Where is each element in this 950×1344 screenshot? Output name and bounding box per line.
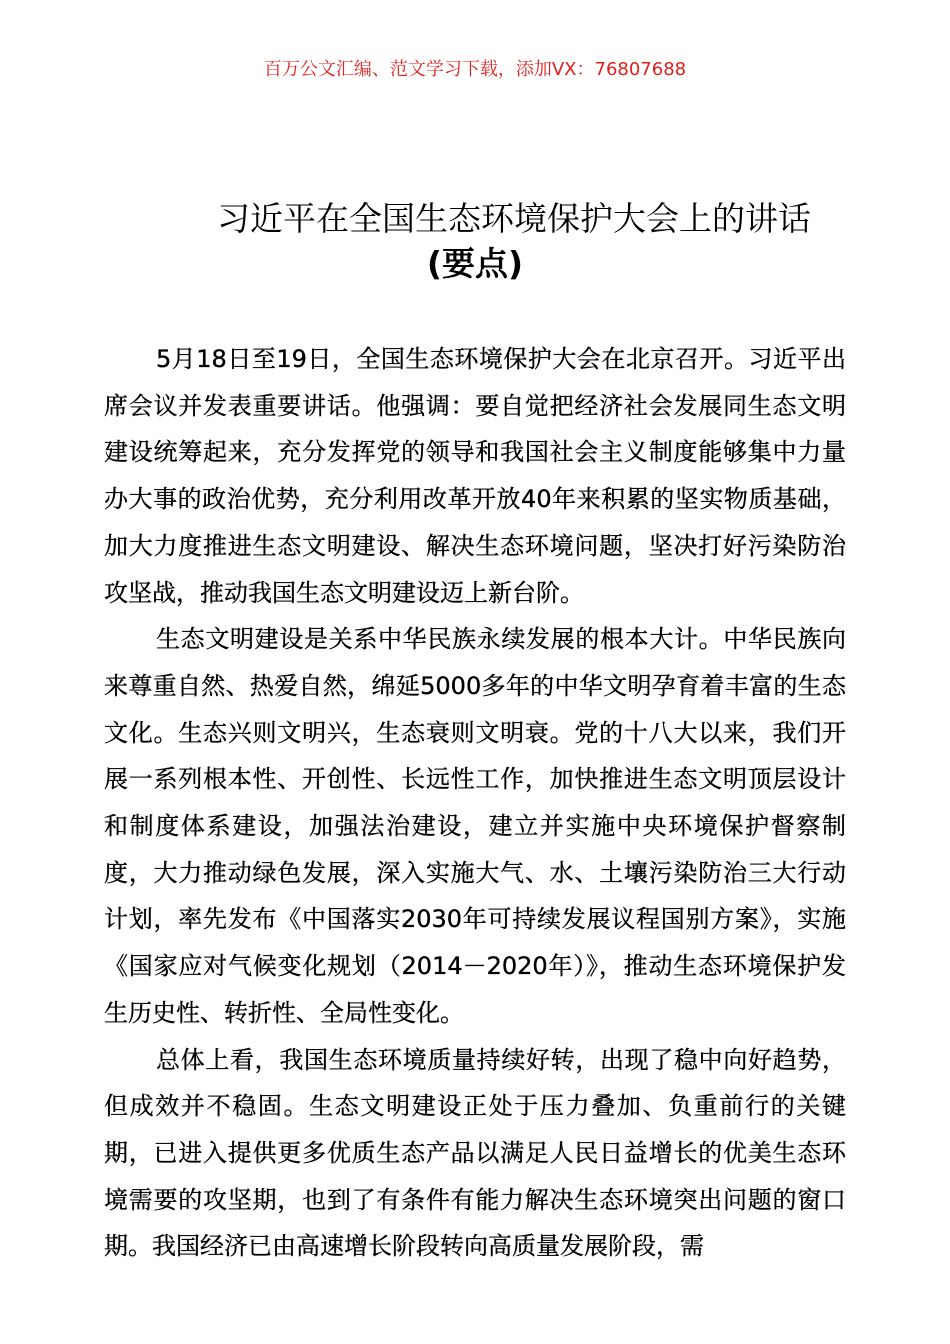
paragraph: 5月18日至19日，全国生态环境保护大会在北京召开。习近平出席会议并发表重要讲话。他强调：要自觉把经济社会发展同生态文明建设统筹起来，充分发挥党的领导和我国社会主义制度能够集中力量办大事的政治优势，充分利用改革开放40年来积累的坚实物质基础，加大力度推进生态文明建设、解决生态环境问题，坚决打好污染防治攻坚战，推动我国生态文明建设迈上新台阶。 [104,345,846,607]
document-body [104,336,846,1270]
paragraph: 生态文明建设是关系中华民族永续发展的根本大计。中华民族向来尊重自然、热爱自然，绵延5000多年的中华文明孕育着丰富的生态文化。生态兴则文明兴，生态衰则文明衰。党的十八大以来，我们开展一系列根本性、开创性、长远性工作，加快推进生态文明顶层设计和制度体系建设，加强法治建设，建立并实施中央环境保护督察制度，大力推动绿色发展，深入实施大气、水、土壤污染防治三大行动计划，率先发布《中国落实2030年可持续发展议程国别方案》，实施《国家应对气候变化规划（2014－2020年）》，推动生态环境保护发生历史性、转折性、全局性变化。 [104,625,846,1027]
title-line-2: (要点) [426,244,524,283]
paragraph: 总体上看，我国生态环境质量持续好转，出现了稳中向好趋势，但成效并不稳固。生态文明建设正处于压力叠加、负重前行的关键期，已进入提供更多优质生态产品以满足人民日益增长的优美生态环境需要的攻坚期，也到了有条件有能力解决生态环境突出问题的窗口期。我国经济已由高速增长阶段转向高质量发展阶段，需 [104,1045,846,1261]
watermark-banner: 百万公文汇编、范文学习下载，添加VX：76807688 [263,59,687,80]
document-title [0,196,950,286]
title-line-1: 习近平在全国生态环境保护大会上的讲话 [217,199,811,238]
